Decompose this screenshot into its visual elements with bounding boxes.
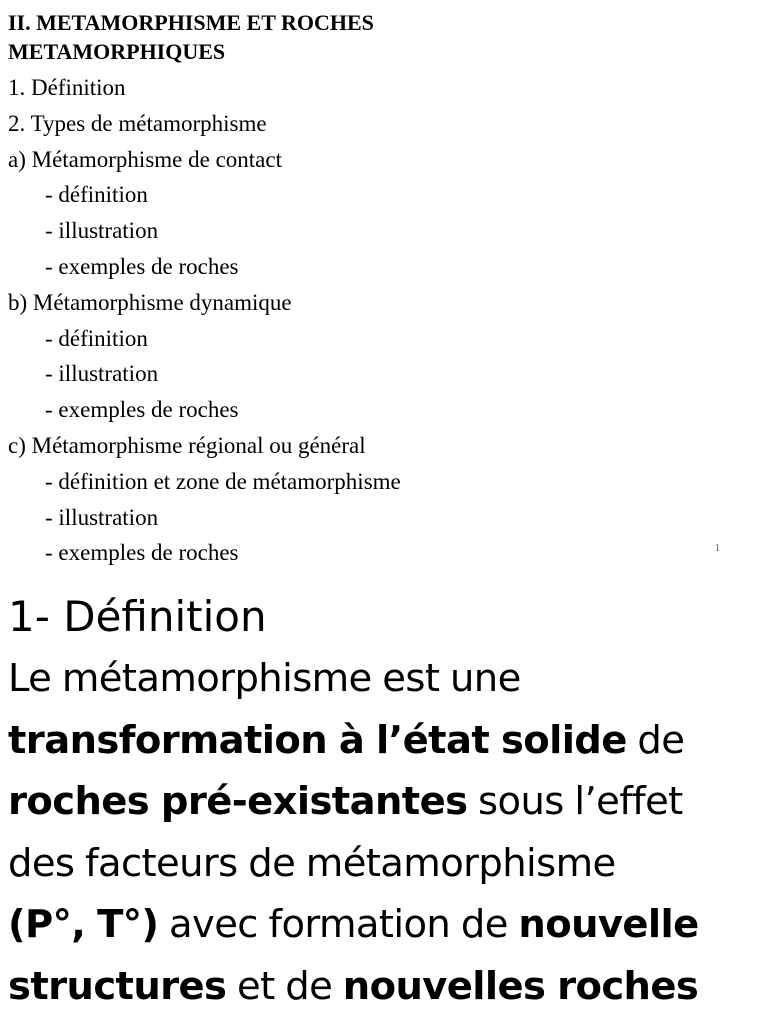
outline-subitem: - illustration [45, 218, 159, 244]
definition-heading: 1- Définition [8, 592, 267, 641]
definition-bold-term: nouvelles roches [342, 963, 699, 1009]
outline-subitem: - exemples de roches [45, 540, 239, 566]
outline-subitem: - illustration [45, 361, 159, 387]
outline-item-dynamic: b) Métamorphisme dynamique [8, 289, 292, 315]
definition-text-run: et de [226, 963, 343, 1009]
outline-item-contact: a) Métamorphisme de contact [8, 146, 282, 172]
definition-line [8, 710, 760, 772]
definition-line [8, 956, 760, 1018]
definition-bold-term: roches pré-existantes [8, 779, 468, 824]
definition-text-run: Le métamorphisme est une [8, 656, 521, 701]
slide-title [8, 8, 374, 66]
outline-item-definition: 1. Définition [8, 75, 126, 100]
definition-line [8, 648, 760, 710]
definition-text-run: des facteurs de métamorphisme [8, 840, 616, 886]
outline-item-regional: c) Métamorphisme régional ou général [8, 432, 366, 458]
outline-subitem: - définition [45, 182, 148, 208]
outline-subitem: - définition [45, 325, 148, 351]
definition-line [8, 894, 760, 956]
outline-subitem: - illustration [45, 504, 159, 530]
definition-bold-term: nouvelle [518, 902, 699, 947]
definition-text-run: sous l’effet [467, 779, 683, 824]
outline-subitem: - exemples de roches [45, 397, 239, 423]
definition-bold-term: (P°, T°) [8, 902, 159, 947]
outline-subitem: - exemples de roches [45, 253, 239, 279]
definition-bold-term: transformation à l’état solide [8, 717, 627, 763]
definition-slide [0, 580, 768, 1024]
definition-text [8, 648, 760, 1017]
page-number: 1 [715, 543, 720, 554]
definition-bold-term: structures [8, 963, 227, 1009]
outline-subitem: - définition et zone de métamorphisme [45, 468, 401, 494]
outline-item-types: 2. Types de métamorphisme [8, 110, 267, 136]
definition-text-run: de [626, 717, 685, 763]
slide-title-line-1: II. METAMORPHISME ET ROCHES [8, 10, 374, 35]
slide-title-line-2: METAMORPHIQUES [8, 39, 226, 64]
definition-line [8, 771, 760, 833]
outline-list [8, 70, 401, 571]
definition-text-run: avec formation de [158, 902, 519, 947]
definition-line [8, 833, 760, 895]
